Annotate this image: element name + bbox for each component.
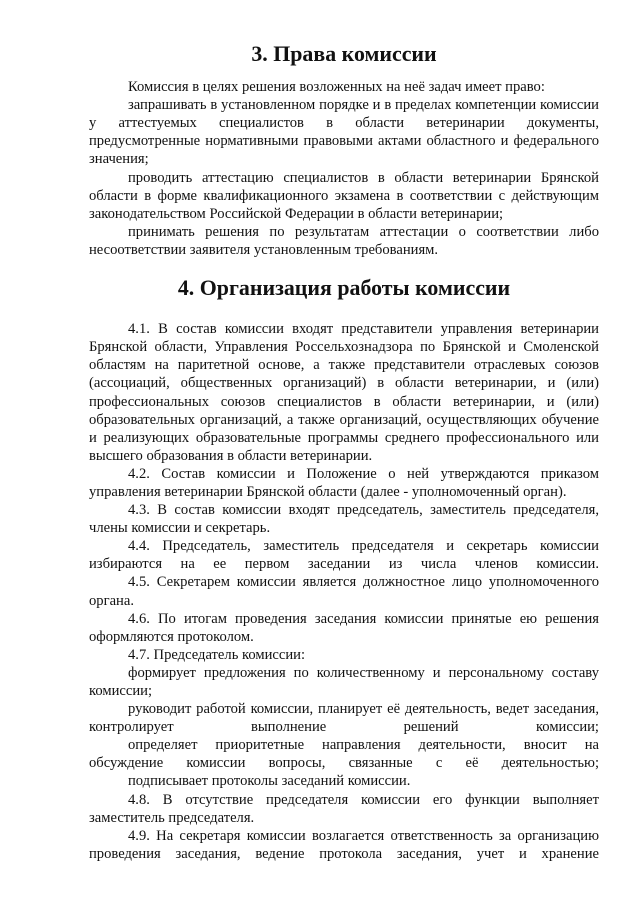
section-3-heading: 3. Права комиссии xyxy=(251,41,437,66)
clause-4-4: 4.4. Председатель, заместитель председателя и секретарь комиссии избираются на ее первом заседании из числа членов комиссии. xyxy=(89,538,599,573)
section-3-intro: Комиссия в целях решения возложенных на неё задач имеет право: xyxy=(128,79,545,96)
clause-4-9: 4.9. На секретаря комиссии возлагается ответственность за организацию проведения заседания, ведение протокола заседания, учет и хранение xyxy=(89,827,599,862)
chair-duty-manage: руководит работой комиссии, планирует её деятельность, ведет заседания, контролирует выполнение решений комиссии; xyxy=(89,701,599,736)
clause-4-3: 4.3. В состав комиссии входят председатель, заместитель председателя, члены комиссии и секретарь. xyxy=(89,502,599,537)
clause-4-5: 4.5. Секретарем комиссии является должностное лицо уполномоченного органа. xyxy=(89,574,599,609)
clause-4-8: 4.8. В отсутствие председателя комиссии его функции выполняет заместитель председателя. xyxy=(89,791,599,826)
clause-4-6: 4.6. По итогам проведения заседания комиссии принятые ею решения оформляются протоколом. xyxy=(89,610,599,645)
spacer xyxy=(89,297,599,320)
clause-4-2: 4.2. Состав комиссии и Положение о ней утверждаются приказом управления ветеринарии Брянской области (далее - уполномоченный орган). xyxy=(89,465,599,500)
section-3-right-conduct-attestation: проводить аттестацию специалистов в области ветеринарии Брянской области в форме квалификационного экзамена в соответствии с действующим законодательством Российской Федерации в области ветеринарии; xyxy=(89,169,599,222)
section-3-right-make-decisions: принимать решения по результатам аттестации о соответствии либо несоответствии заявителя установленным требованиям. xyxy=(89,223,599,258)
section-4-heading: 4. Организация работы комиссии xyxy=(177,275,511,301)
clause-4-1: 4.1. В состав комиссии входят представители управления ветеринарии Брянской области, Управления Россельхознадзора по Брянской и Смоленской областям на паритетной основе, а также представители отраслевых союзов (ассоциаций, общественных организаций) в области ветеринарии, и (или) профессиональных союзов специалистов в области ветеринарии, и (или) образовательных организаций, а также организаций, осуществляющих обучение и реализующих образовательные программы среднего профессионального или высшего образования в области ветеринарии. xyxy=(89,321,599,464)
section-3-right-request-documents: запрашивать в установленном порядке и в пределах компетенции комиссии у аттестуемых специалистов в области ветеринарии документы, предусмотренные нормативными правовыми актами областного и федерального значения; xyxy=(89,97,599,168)
clause-4-7: 4.7. Председатель комиссии: xyxy=(128,646,306,663)
chair-duty-sign: подписывает протоколы заседаний комиссии. xyxy=(128,773,411,790)
document-page xyxy=(89,41,599,863)
chair-duty-composition: формирует предложения по количественному и персональному составу комиссии; xyxy=(89,664,599,699)
chair-duty-priorities: определяет приоритетные направления деятельности, вносит на обсуждение комиссии вопросы, связанные с её деятельностью; xyxy=(89,737,599,772)
